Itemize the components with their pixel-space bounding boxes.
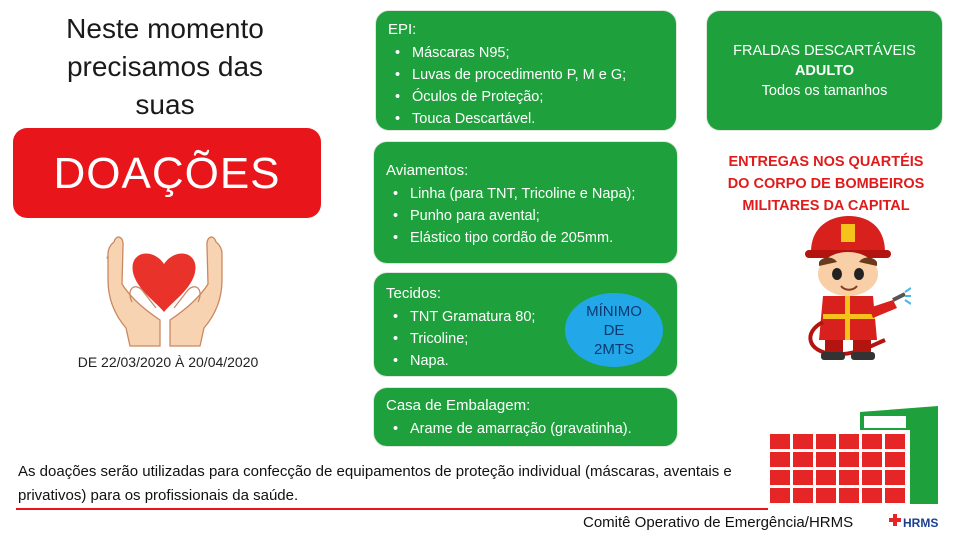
epi-box: [375, 10, 677, 131]
donations-banner: DOAÇÕES: [13, 128, 321, 218]
aviamentos-title: Aviamentos:: [386, 162, 469, 179]
logo-text: HRMS: [903, 516, 939, 530]
headline-line-3: suas: [135, 89, 195, 120]
badge-line-2: DE: [603, 321, 625, 339]
footer-divider: [16, 508, 768, 510]
casa-list: [386, 418, 665, 440]
firefighter-icon: [793, 212, 911, 362]
hands-holding-heart-icon: [104, 224, 226, 348]
list-item: • Luvas de procedimento P, M e G;: [412, 64, 664, 86]
badge-line-1: MÍNIMO: [586, 302, 642, 320]
list-item: • Óculos de Proteção;: [412, 86, 664, 108]
casa-embalagem-box: [373, 387, 678, 447]
list-item: • Linha (para TNT, Tricoline e Napa);: [410, 183, 665, 205]
fraldas-box: [706, 10, 943, 131]
delivery-line-2: DO CORPO DE BOMBEIROS: [727, 176, 925, 192]
list-item: • Tricoline;: [410, 328, 665, 350]
minimum-length-badge: [565, 293, 663, 367]
casa-title: Casa de Embalagem:: [386, 397, 531, 414]
tecidos-title: Tecidos:: [386, 285, 442, 302]
aviamentos-list: [386, 183, 665, 249]
epi-title: EPI:: [388, 21, 417, 38]
list-item: • TNT Gramatura 80;: [410, 306, 665, 328]
headline-line-2: precisamos das: [66, 51, 264, 82]
aviamentos-box: [373, 141, 678, 264]
list-item: • Napa.: [410, 350, 665, 372]
usage-statement: As doações serão utilizadas para confecção de equipamentos de proteção individual (máscaras, aventais e privativos) para os profissionais da saúde.: [18, 463, 732, 504]
delivery-line-3: MILITARES DA CAPITAL: [742, 198, 910, 214]
epi-list: [388, 42, 664, 130]
badge-line-3: 2MTS: [593, 340, 634, 358]
headline: [20, 10, 310, 124]
fraldas-line-2: ADULTO: [794, 62, 855, 79]
committee-credit: Comitê Operativo de Emergência/HRMS: [583, 514, 854, 531]
donation-period: DE 22/03/2020 À 20/04/2020: [77, 354, 259, 370]
list-item: • Punho para avental;: [410, 205, 665, 227]
hrms-logo-icon: [768, 404, 942, 534]
headline-line-1: Neste momento: [66, 13, 264, 44]
fraldas-line-1: FRALDAS DESCARTÁVEIS: [733, 42, 916, 59]
list-item: • Arame de amarração (gravatinha).: [410, 418, 665, 440]
list-item: • Touca Descartável.: [412, 108, 664, 130]
fraldas-line-3: Todos os tamanhos: [761, 82, 888, 99]
list-item: • Máscaras N95;: [412, 42, 664, 64]
delivery-notice: [706, 151, 946, 217]
list-item: • Elástico tipo cordão de 205mm.: [410, 227, 665, 249]
delivery-line-1: ENTREGAS NOS QUARTÉIS: [728, 154, 924, 170]
